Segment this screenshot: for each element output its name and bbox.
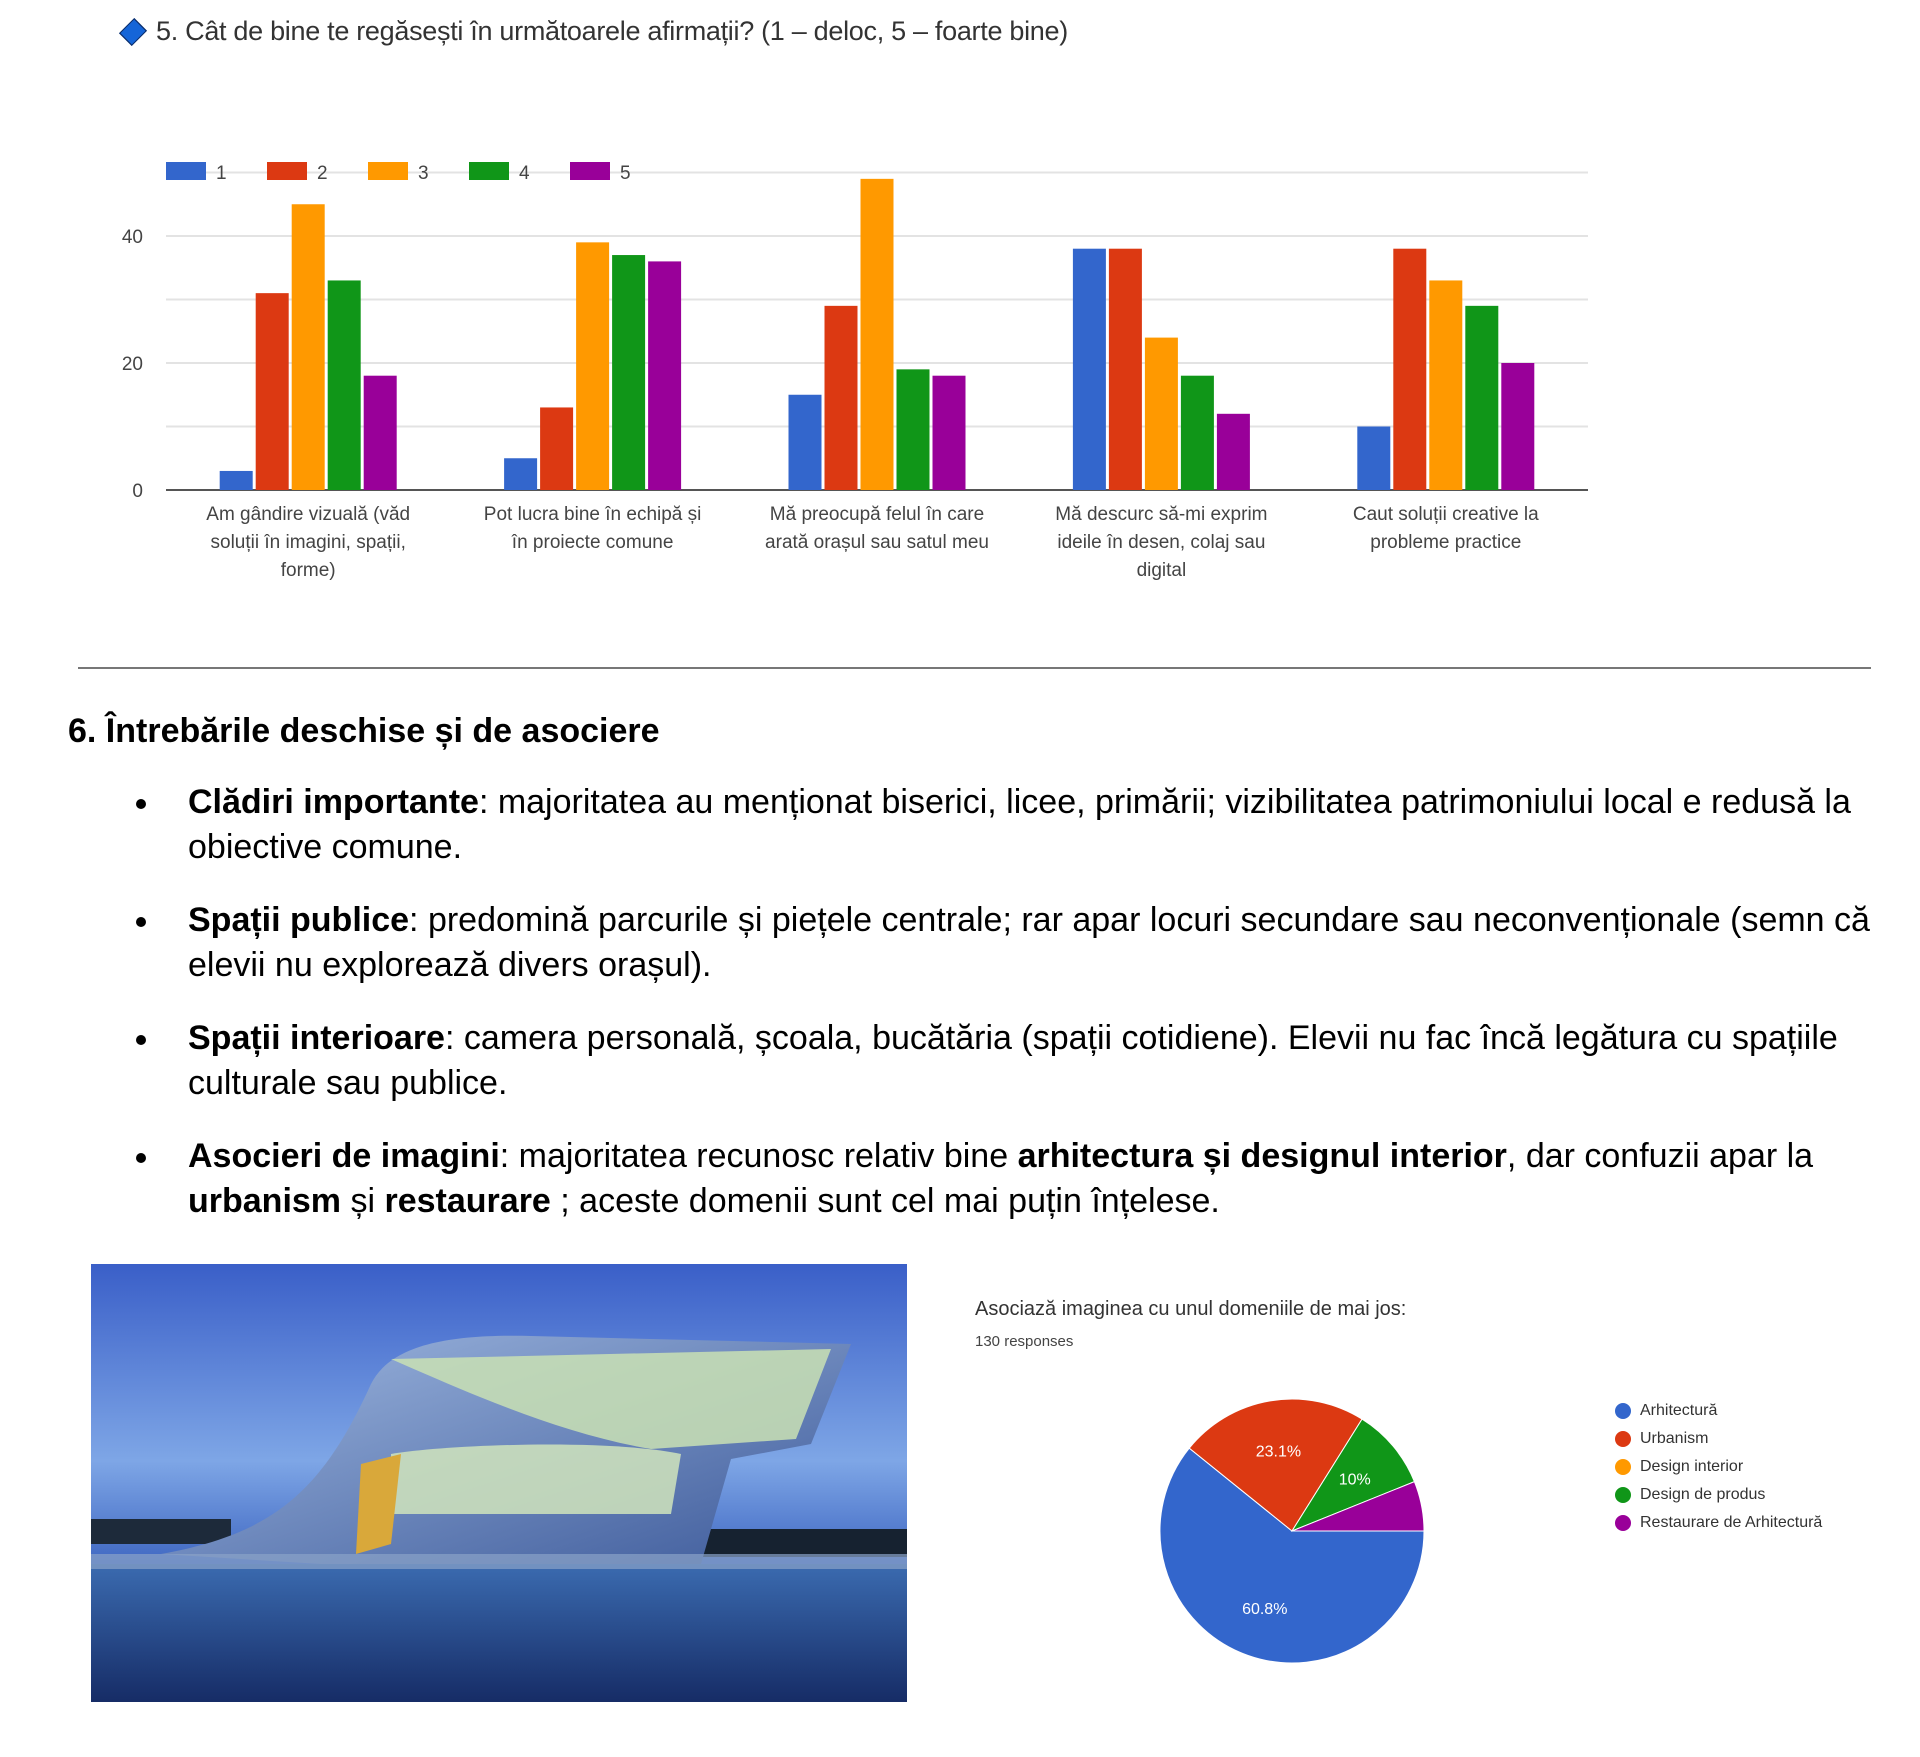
list-item <box>130 1134 1870 1224</box>
item-text: ; aceste domenii sunt cel mai puțin înțelese. <box>550 1182 1220 1220</box>
pie-slice-label: 10% <box>1338 1471 1371 1489</box>
legend-label: 1 <box>216 163 227 184</box>
item-text: : camera personală, școala, bucătăria (spații cotidiene). Elevii nu fac încă legătura cu spațiile culturale sau publice. <box>188 1019 1838 1102</box>
bar <box>1073 249 1106 490</box>
bar <box>825 306 858 490</box>
item-term: Spații interioare <box>188 1019 445 1057</box>
legend-label: 4 <box>519 163 530 184</box>
bar <box>1393 249 1426 490</box>
legend-dot-icon <box>1615 1515 1631 1531</box>
legend-item-restaurare <box>1615 1509 1822 1537</box>
building-photo <box>91 1264 907 1702</box>
bar <box>861 179 894 490</box>
question-text: 5. Cât de bine te regăsești în următoarele afirmații? (1 – deloc, 5 – foarte bine) <box>156 16 1068 46</box>
question-header <box>120 16 1068 47</box>
item-text: și <box>341 1182 385 1220</box>
item-emphasis: restaurare <box>384 1182 551 1220</box>
x-tick-label: soluții în imagini, spații, <box>210 532 406 553</box>
pie-chart-title: Asociază imaginea cu unul domeniile de mai jos: <box>975 1298 1407 1320</box>
bar <box>292 204 325 490</box>
legend-dot-icon <box>1615 1487 1631 1503</box>
bar <box>220 471 253 490</box>
x-tick-label: arată orașul sau satul meu <box>765 532 989 553</box>
item-text: , dar confuzii apar la <box>1506 1137 1814 1175</box>
legend-label: 2 <box>317 163 328 184</box>
legend-label: Arhitectură <box>1640 1402 1718 1419</box>
bullet-icon <box>136 917 146 927</box>
bullet-icon <box>136 1153 146 1163</box>
legend-label: 3 <box>418 163 429 184</box>
bar <box>256 293 289 490</box>
item-term: Asocieri de imagini <box>188 1137 500 1175</box>
findings-list <box>130 780 1870 1252</box>
legend-swatch <box>368 162 408 180</box>
legend-item-arhitectura <box>1615 1397 1822 1425</box>
item-emphasis: arhitectura și designul interior <box>1017 1137 1507 1175</box>
pie-slice-label: 60.8% <box>1242 1601 1288 1619</box>
y-tick-label: 40 <box>121 227 143 248</box>
bar <box>1357 427 1390 491</box>
item-emphasis: urbanism <box>188 1182 342 1220</box>
x-tick-label: Mă descurc să-mi exprim <box>1055 504 1268 525</box>
bar <box>1465 306 1498 490</box>
legend-dot-icon <box>1615 1431 1631 1447</box>
x-tick-label: în proiecte comune <box>511 532 674 553</box>
bar <box>364 376 397 490</box>
x-tick-label: probleme practice <box>1370 532 1522 553</box>
x-tick-label: ideile în desen, colaj sau <box>1057 532 1266 553</box>
bar <box>933 376 966 490</box>
pie-legend <box>1615 1397 1822 1537</box>
bar <box>1109 249 1142 490</box>
legend-label: Design interior <box>1640 1458 1744 1475</box>
item-text: : majoritatea au menționat biserici, licee, primării; vizibilitatea patrimoniului local e redusă la obiective comune. <box>188 783 1851 866</box>
pie-chart-response-count: 130 responses <box>975 1333 1074 1350</box>
item-text: : predomină parcurile și piețele centrale; rar apar locuri secundare sau neconvenționale (semn că elevii nu explorează divers orașul). <box>188 901 1870 984</box>
bar <box>648 261 681 490</box>
legend-swatch <box>570 162 610 180</box>
bar <box>1429 280 1462 490</box>
list-item <box>130 1016 1870 1106</box>
x-tick-label: forme) <box>280 560 336 581</box>
legend-swatch <box>469 162 509 180</box>
item-text: : majoritatea recunosc relativ bine <box>499 1137 1018 1175</box>
bar <box>897 369 930 490</box>
bar <box>1181 376 1214 490</box>
section-divider <box>78 667 1871 669</box>
bar <box>789 395 822 490</box>
bar <box>504 458 537 490</box>
bar <box>1501 363 1534 490</box>
section-title: 6. Întrebările deschise și de asociere <box>68 712 660 750</box>
bar <box>612 255 645 490</box>
bullet-icon <box>136 799 146 809</box>
legend-label: Restaurare de Arhitectură <box>1640 1514 1823 1531</box>
legend-dot-icon <box>1615 1403 1631 1419</box>
y-tick-label: 0 <box>132 481 143 502</box>
bar <box>540 407 573 490</box>
bar <box>328 280 361 490</box>
bar <box>576 242 609 490</box>
legend-item-urbanism <box>1615 1425 1822 1453</box>
legend-label: Design de produs <box>1640 1486 1766 1503</box>
x-tick-label: Mă preocupă felul în care <box>769 504 985 525</box>
legend-swatch <box>166 162 206 180</box>
x-tick-label: Caut soluții creative la <box>1352 504 1539 525</box>
legend-item-design-de-produs <box>1615 1481 1822 1509</box>
legend-label: 5 <box>620 163 631 184</box>
bar <box>1145 338 1178 490</box>
item-term: Spații publice <box>188 901 410 939</box>
pie-chart <box>1100 1380 1480 1680</box>
bar <box>1217 414 1250 490</box>
y-tick-label: 20 <box>121 354 143 375</box>
item-term: Clădiri importante <box>188 783 479 821</box>
legend-dot-icon <box>1615 1459 1631 1475</box>
building-photo-illustration <box>91 1264 907 1702</box>
x-tick-label: digital <box>1136 560 1187 581</box>
legend-label: Urbanism <box>1640 1430 1709 1447</box>
legend-swatch <box>267 162 307 180</box>
x-tick-label: Pot lucra bine în echipă și <box>483 504 702 525</box>
x-tick-label: Am gândire vizuală (văd <box>206 504 411 525</box>
bar-chart <box>0 140 1920 600</box>
list-item <box>130 780 1870 870</box>
bullet-icon <box>136 1035 146 1045</box>
diamond-bullet-icon <box>119 17 147 45</box>
pie-slice-label: 23.1% <box>1255 1443 1302 1461</box>
legend-item-design-interior <box>1615 1453 1822 1481</box>
list-item <box>130 898 1870 988</box>
